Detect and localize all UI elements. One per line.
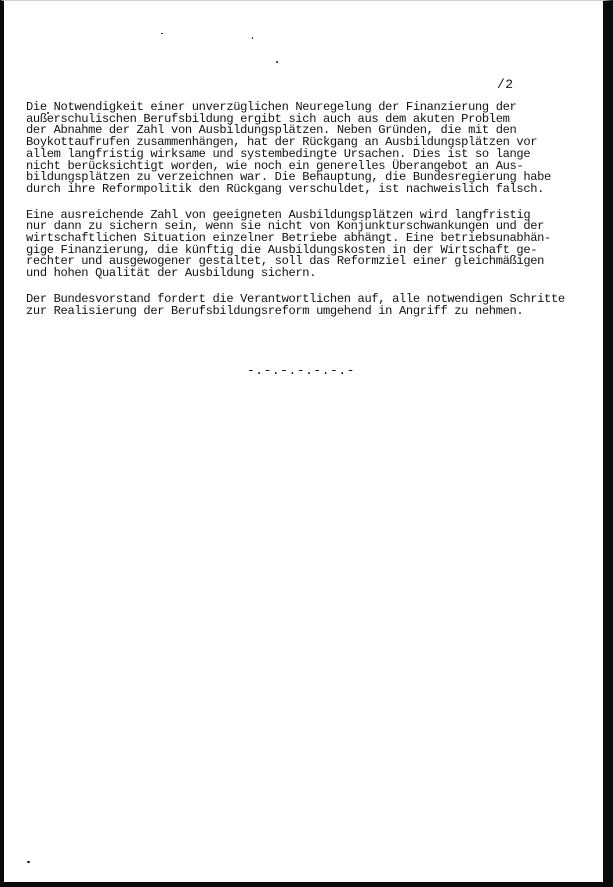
text-line: Die Notwendigkeit einer unverzüglichen Neuregelung der Finanzierung der — [26, 100, 517, 114]
text-line: wirtschaftlichen Situation einzelner Betriebe abhängt. Eine betriebsunabhän- — [26, 231, 551, 246]
text-line: nur dann zu sichern sein, wenn sie nicht von Konjunkturschwankungen und der — [26, 219, 545, 234]
scan-speck — [252, 37, 253, 39]
text-line: allem langfristig wirksame und systembedingte Ursachen. Dies ist so lange — [26, 146, 531, 161]
closing-divider: -.-.-.-.-.-.- — [247, 363, 355, 378]
text-line: Eine ausreichende Zahl von geeigneten Ausbildungsplätzen wird langfristig — [26, 207, 531, 222]
text-line: Boykottaufrufen zusammenhängen, hat der Rückgang an Ausbildungsplätzen vor — [26, 135, 538, 150]
text-line: durch ihre Reformpolitik den Rückgang verschuldet, ist nachweislich falsch. — [26, 181, 545, 196]
document-body — [26, 102, 592, 331]
scan-speck — [276, 61, 278, 63]
text-line: bildungsplätzen zu verzeichnen war. Die Behauptung, die Bundesregierung habe — [26, 170, 551, 185]
scan-speck — [27, 861, 30, 863]
text-line: nicht berücksichtigt worden, wie noch ein generelles Überangebot an Aus- — [26, 158, 524, 173]
text-line: der Abnahme der Zahl von Ausbildungsplätzen. Neben Gründen, die mit den — [26, 123, 517, 138]
text-line: rechter und ausgewogener gestaltet, soll das Reformziel einer gleichmäßigen — [26, 254, 545, 269]
page-number: /2 — [497, 77, 514, 92]
paragraph-1 — [26, 102, 592, 196]
scan-speck — [161, 33, 163, 34]
paragraph-2 — [26, 207, 592, 281]
text-line: Der Bundesvorstand fordert die Verantwortlichen auf, alle notwendigen Schritte — [26, 291, 565, 306]
text-line: außerschulischen Berufsbildung ergibt sich auch aus dem akuten Problem — [26, 111, 510, 126]
text-line: gige Finanzierung, die künftig die Ausbildungskosten in der Wirtschaft ge- — [26, 242, 538, 257]
text-line: zur Realisierung der Berufsbildungsreform umgehend in Angriff zu nehmen. — [26, 303, 524, 318]
paragraph-3 — [26, 291, 592, 318]
text-line: und hohen Qualität der Ausbildung sichern. — [26, 266, 317, 281]
